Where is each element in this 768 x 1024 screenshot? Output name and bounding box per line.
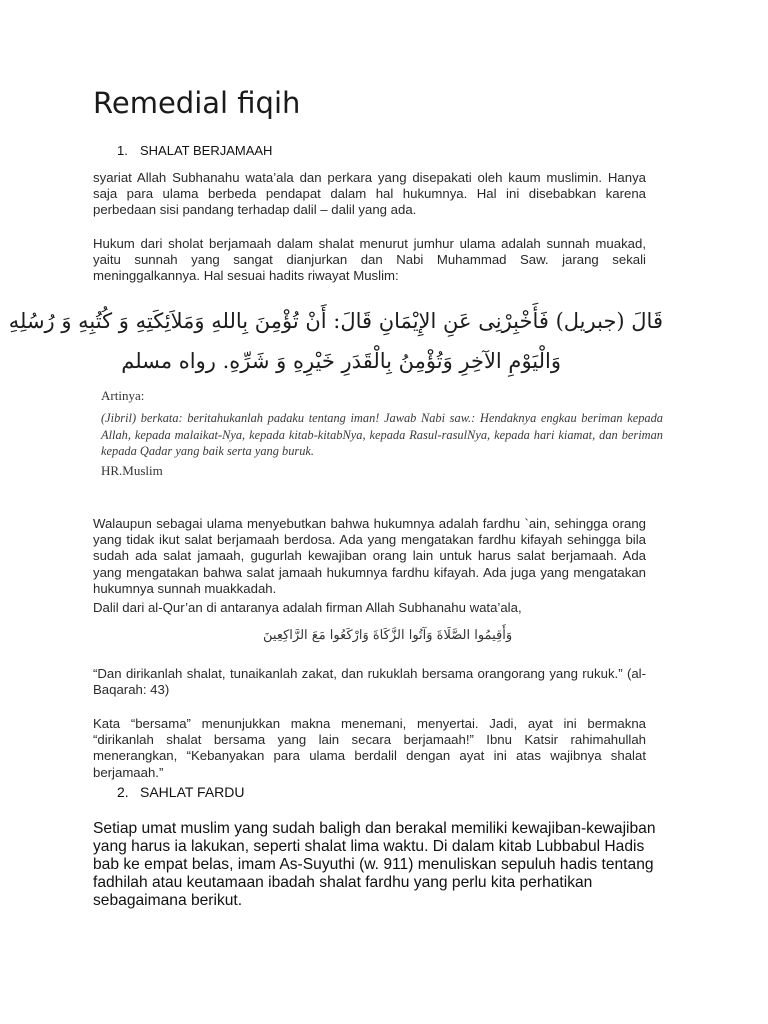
hadith-arabic-line-1: قَالَ (جبريل) فَأَخْبِرْنِى عَنِ الإِيْمَانِ قَالَ: أَنْ تُؤْمِنَ بِاللهِ وَمَلاَئِكَتِهِ وَ كُتُبِهِ وَ رُسُلِهِ <box>8 309 663 333</box>
document-title: Remedial fiqih <box>93 86 301 120</box>
paragraph-bersama: Kata “bersama” menunjukkan makna menemani, menyertai. Jadi, ayat ini bermakna “dirikanlah shalat bersama yang lain secara berjamaah!” Ibnu Katsir rahimahullah menerangkan, “Kebanyakan para ulama berdalil dengan ayat ini atas wajibnya shalat berjamaah.” <box>93 716 646 780</box>
hadith-image <box>8 298 671 484</box>
section-number: 1. <box>117 143 128 158</box>
section-number: 2. <box>117 784 129 800</box>
paragraph-hukum: Hukum dari sholat berjamaah dalam shalat menurut jumhur ulama adalah sunnah muakad, yaitu sunnah yang sangat dianjurkan dan Nabi Muhammad Saw. jarang sekali meninggalkannya. Hal sesuai hadits riwayat Muslim: <box>93 236 646 284</box>
section-heading-shalat-fardu <box>117 784 245 800</box>
hadith-source: HR.Muslim <box>101 463 163 478</box>
paragraph-shalat-fardu: Setiap umat muslim yang sudah baligh dan berakal memiliki kewajiban-kewajiban yang harus ia lakukan, seperti shalat lima waktu. Di dalam kitab Lubbabul Hadis bab ke empat belas, imam As-Suyuthi (w. 911) menuliskan sepuluh hadis tentang fadhilah atau keutamaan ibadah shalat fardhu yang perlu kita perhatikan sebagaimana berikut. <box>93 820 656 909</box>
translation-label: Artinya: <box>101 388 145 403</box>
paragraph-syariat: syariat Allah Subhanahu wata’ala dan perkara yang disepakati oleh kaum muslimin. Hanya saja para ulama berbeda pendapat dalam hal hukumnya. Hal ini disebabkan karena perbedaan sisi pandang terhadap dalil – dalil yang ada. <box>93 170 646 218</box>
paragraph-walaupun: Walaupun sebagai ulama menyebutkan bahwa hukumnya adalah fardhu `ain, sehingga orang yang tidak ikut salat berjamaah berdosa. Ada yang mengatakan fardhu kifayah sehingga bila sudah ada salat jamaah, gugurlah kewajiban orang lain untuk harus salat berjamaah. Ada yang mengatakan bahwa salat jamaah hukumnya fardhu kifayah. Ada juga yang mengatakan hukumnya sunnah muakkadah. <box>93 516 646 596</box>
quran-ayah: وَأَقِيمُوا الصَّلَاةَ وَآتُوا الزَّكَاةَ وَارْكَعُوا مَعَ الرَّاكِعِينَ <box>263 628 513 643</box>
section-label: SAHLAT FARDU <box>140 784 245 800</box>
hadith-arabic-line-2: وَالْيَوْمِ الآخِرِ وَتُؤْمِنُ بِالْقَدَرِ خَيْرِهِ وَ شَرِّهِ. رواه مسلم <box>121 349 561 373</box>
paragraph-dalil: Dalil dari al-Qur’an di antaranya adalah firman Allah Subhanahu wata’ala, <box>93 600 522 615</box>
section-heading-shalat-berjamaah <box>117 143 272 158</box>
paragraph-ayah-translation: “Dan dirikanlah shalat, tunaikanlah zakat, dan rukuklah bersama orangorang yang rukuk.” (al-Baqarah: 43) <box>93 666 646 698</box>
hadith-translation: (Jibril) berkata: beritahukanlah padaku tentang iman! Jawab Nabi saw.: Hendaknya engkau beriman kepada Allah, kepada malaikat-Nya, kepada kitab-kitabNya, kepada Rasul-rasulNya, kepada hari kiamat, dan beriman kepada Qadar yang baik serta yang buruk. <box>101 411 663 458</box>
section-label: SHALAT BERJAMAAH <box>140 143 273 158</box>
